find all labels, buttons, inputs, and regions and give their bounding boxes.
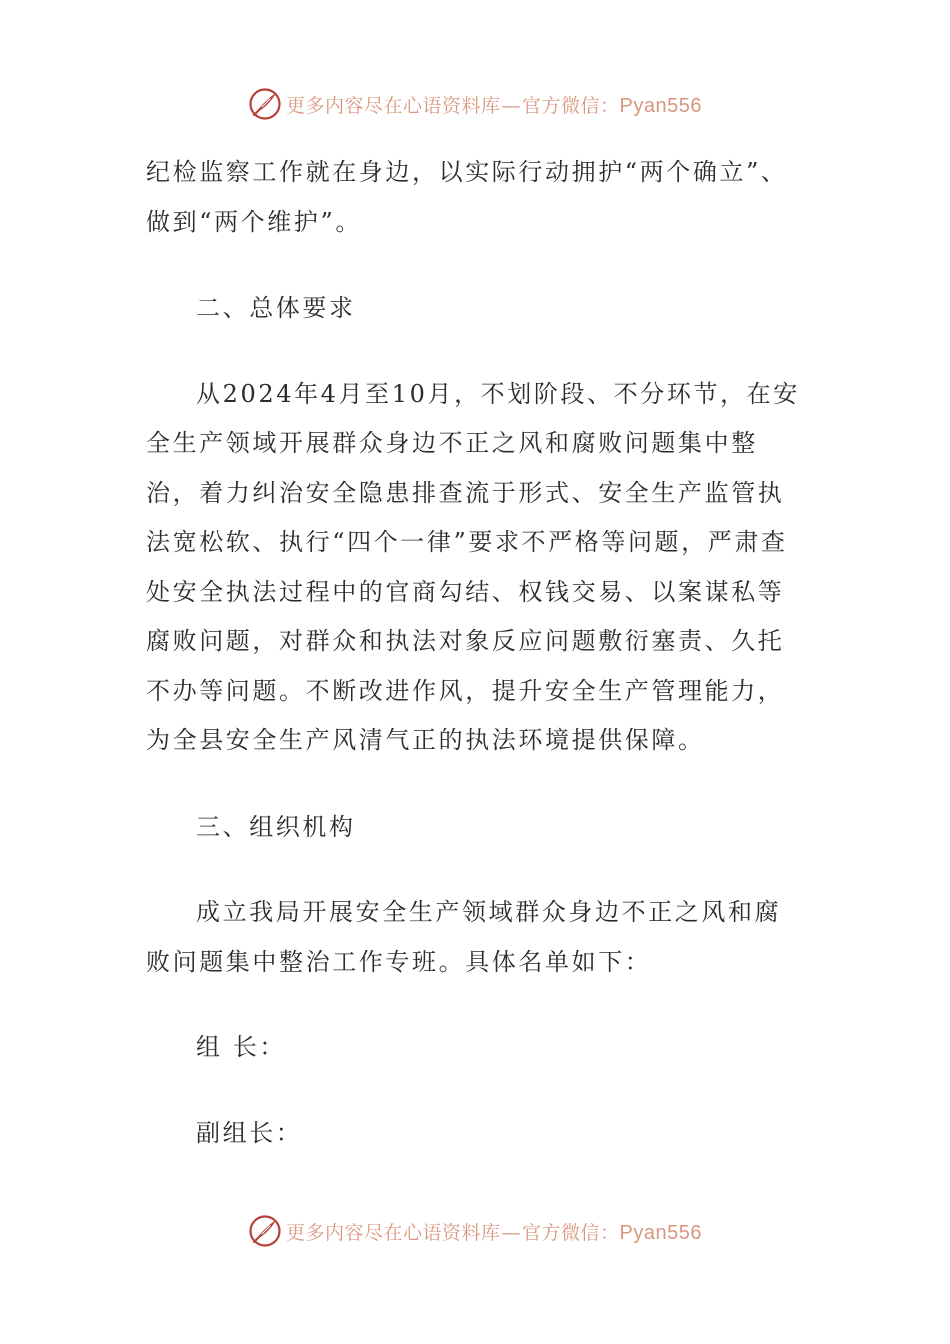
watermark-brand: 更多内容尽在心语资料库 [286,1221,501,1244]
watermark-contact-label: 官方微信： [522,94,620,117]
document-body [146,148,806,1158]
watermark-separator: — [501,94,522,117]
watermark-contact-label: 官方微信： [522,1221,620,1244]
watermark-text [286,1218,702,1245]
section-3-heading: 三、组织机构 [196,812,356,841]
section-2-heading: 二、总体要求 [196,294,356,322]
watermark-contact-id: Pyan556 [619,94,702,117]
watermark-contact-id: Pyan556 [619,1221,702,1244]
section-3-paragraph: 成立我局开展安全生产领域群众身边不正之风和腐败问题集中整治工作专班。具体名单如下： [146,898,782,976]
watermark-text [286,91,702,118]
continuation-paragraph: 纪检监察工作就在身边，以实际行动拥护“两个确立”、做到“两个维护”。 [146,158,788,236]
watermark-brand: 更多内容尽在心语资料库 [286,94,501,117]
leader-label: 组 长： [196,1033,287,1061]
quill-pen-logo-icon [248,87,282,121]
footer-watermark-banner [0,1211,950,1251]
deputy-leader-label: 副组长： [196,1118,303,1147]
quill-pen-logo-icon [248,1214,282,1248]
header-watermark-banner [0,84,950,124]
section-2-paragraph: 从2024年4月至10月，不划阶段、不分环节，在安全生产领域开展群众身边不正之风和腐败问题集中整治，着力纠治安全隐患排查流于形式、安全生产监管执法宽松软、执行“四个一律”要求不严格等问题，严肃查处安全执法过程中的官商勾结、权钱交易、以案谋私等腐败问题，对群众和执法对象反应问题敷衍塞责、久托不办等问题。不断改进作风，提升安全生产管理能力，为全县安全生产风清气正的执法环境提供保障。 [146,379,800,754]
watermark-separator: — [501,1221,522,1244]
